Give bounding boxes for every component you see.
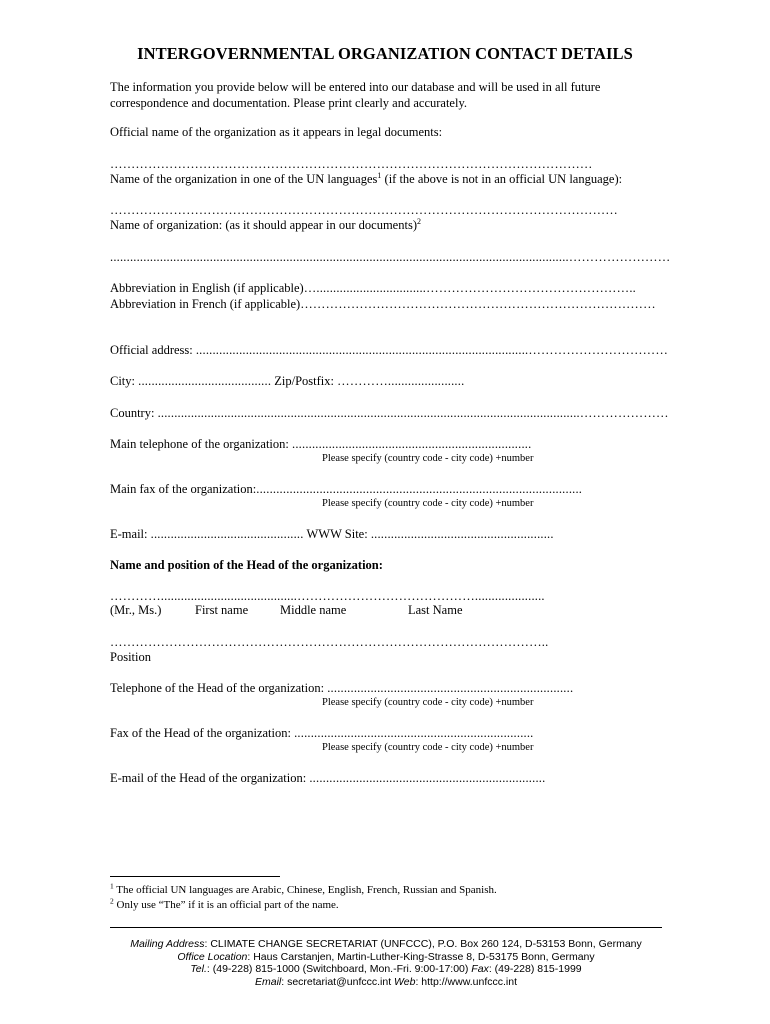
intro-line-2: correspondence and documentation. Please print clearly and accurately. — [110, 96, 468, 110]
email-label: E-mail: — [110, 527, 151, 541]
head-name-field[interactable]: ………….........................................……………………………………..................... — [110, 589, 545, 603]
document-name-field[interactable]: ..........................................................................................................................................…………………… — [110, 250, 671, 264]
main-telephone-field[interactable]: ........................................................................ — [292, 437, 532, 451]
zip-label: Zip/Postfix: — [271, 374, 338, 388]
city-field[interactable]: ........................................ — [138, 374, 272, 388]
head-first-name-label: First name — [195, 603, 249, 617]
page-footer — [100, 938, 672, 988]
footer-phone-fax: Tel.: (49-228) 815-1000 (Switchboard, Mon.-Fri. 9:00-17:00) Fax: (49-228) 815-1999 — [190, 963, 582, 975]
head-telephone-hint: Please specify (country code - city code) +number — [322, 697, 534, 708]
footnote-2-mark: 2 — [110, 896, 114, 906]
head-telephone-label: Telephone of the Head of the organization: — [110, 681, 328, 695]
document-name-label: Name of organization: (as it should appear in our documents)$^2$ — [110, 216, 421, 232]
main-telephone-label: Main telephone of the organization: — [110, 437, 293, 451]
head-last-name-label: Last Name — [408, 603, 463, 617]
head-email-label: E-mail of the Head of the organization: — [110, 771, 310, 785]
country-row — [110, 406, 669, 421]
main-fax-field[interactable]: .................................................................................................. — [256, 482, 583, 496]
footer-divider — [110, 927, 662, 928]
email-field[interactable]: .............................................. — [150, 527, 304, 541]
footnote-ref-1: 1 — [377, 170, 382, 180]
page-title: INTERGOVERNMENTAL ORGANIZATION CONTACT DETAILS — [137, 44, 633, 63]
abbreviation-french-row — [110, 297, 656, 312]
un-language-name-label: Name of the organization in one of the UN languages$^1$ (if the above is not in an official UN language): — [110, 170, 623, 186]
head-fax-field[interactable]: ........................................................................ — [294, 726, 534, 740]
head-fax-hint: Please specify (country code - city code) +number — [322, 742, 534, 753]
main-fax-label: Main fax of the organization: — [110, 482, 257, 496]
footnote-ref-2: 2 — [416, 216, 421, 226]
abbreviation-english-field[interactable]: ….................................………………………………………….. — [303, 281, 636, 295]
abbreviation-english-label: Abbreviation in English (if applicable) — [110, 281, 304, 295]
official-name-label: Official name of the organization as it appears in legal documents: — [110, 125, 443, 139]
head-telephone-row — [110, 681, 573, 696]
main-fax-hint: Please specify (country code - city code) +number — [322, 498, 534, 509]
head-email-field[interactable]: ....................................................................... — [309, 771, 546, 785]
abbreviation-french-field[interactable]: ………………………………………………………………………… — [300, 297, 656, 311]
footnote-1-mark: 1 — [110, 881, 114, 891]
city-label: City: — [110, 374, 139, 388]
intro-line-1: The information you provide below will be entered into our database and will be used in all future — [110, 80, 601, 94]
head-telephone-field[interactable]: .......................................................................... — [327, 681, 574, 695]
www-field[interactable]: ....................................................... — [370, 527, 554, 541]
email-www-row — [110, 527, 554, 542]
intro-text — [110, 79, 670, 111]
head-position-label: Position — [110, 650, 151, 664]
head-middle-name-label: Middle name — [280, 603, 347, 617]
footnote-2: $^2$ Only use “The” if it is an official part of the name. — [110, 896, 339, 911]
main-telephone-hint: Please specify (country code - city code) +number — [322, 453, 534, 464]
footer-email-web: Email: secretariat@unfccc.int Web: http://www.unfccc.int — [254, 975, 517, 988]
footer-mailing-address: Mailing Address: CLIMATE CHANGE SECRETARIAT (UNFCCC), P.O. Box 260 124, D-53153 Bonn, Germany — [130, 938, 642, 950]
country-label: Country: — [110, 406, 158, 420]
footnote-divider — [110, 876, 280, 877]
city-zip-row — [110, 374, 464, 389]
www-label: WWW Site: — [303, 527, 371, 541]
head-section-heading: Name and position of the Head of the organization: — [110, 558, 383, 572]
official-address-field[interactable]: ....................................................................................................…………………………… — [195, 343, 669, 357]
main-telephone-row — [110, 437, 531, 452]
footer-office-location: Office Location: Haus Carstanjen, Martin-Luther-King-Strasse 8, D-53175 Bonn, Germany — [177, 950, 595, 963]
un-language-name-field[interactable]: ………………………………………………………………………………………………………… — [110, 203, 618, 217]
head-title-label: (Mr., Ms.) — [110, 603, 162, 617]
head-fax-label: Fax of the Head of the organization: — [110, 726, 295, 740]
head-position-field[interactable]: ………………………………………………………………………………………….. — [110, 635, 549, 649]
head-email-row — [110, 771, 545, 786]
country-field[interactable]: ...............................................................................................................................………………… — [157, 406, 669, 420]
official-address-label: Official address: — [110, 343, 196, 357]
footnote-1: $^1$ The official UN languages are Arabic, Chinese, English, French, Russian and Spanish. — [110, 881, 497, 896]
main-fax-row — [110, 482, 582, 497]
official-address-row — [110, 343, 668, 358]
head-fax-row — [110, 726, 534, 741]
official-name-field[interactable]: …………………………………………………………………………………………………… — [110, 157, 593, 171]
zip-field[interactable]: …………....................... — [337, 374, 465, 388]
abbreviation-english-row — [110, 281, 636, 296]
abbreviation-french-label: Abbreviation in French (if applicable) — [110, 297, 301, 311]
